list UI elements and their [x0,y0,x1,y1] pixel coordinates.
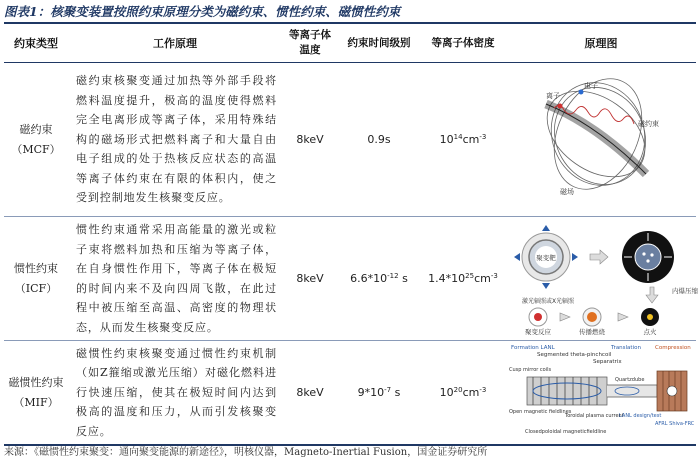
label-ion: 离子 [546,92,560,100]
type-icf: 惯性约束（ICF） [4,217,68,341]
label-quartz-tube: Quartzdube [615,377,645,383]
time-mcf: 0.9s [338,63,420,217]
magnetic-confinement-diagram [526,64,676,212]
temperature-icf: 8keV [282,217,338,341]
header-principle: 工作原理 [68,23,282,63]
label-plasma-current: Toroidal plasma current [565,413,624,419]
label-reaction: 聚变反应 [525,328,551,336]
label-burn: 传播燃烧 [579,328,605,336]
figure-title: 图表1：核聚变装置按照约束原理分类为磁约束、惯性约束、磁惯性约束 [4,4,401,19]
header-density: 等离子体密度 [420,23,506,63]
arrow-right-icon [590,250,608,264]
temperature-mcf: 8keV [282,63,338,217]
arrow-left-icon-1 [560,313,570,321]
label-formation: Formation LANL [511,345,555,351]
implosion-icon [622,231,674,283]
table-row-mcf [4,63,696,217]
density-mif: $10^{20}cm^{-3}$ [420,341,506,446]
label-irradiation: 激光辐照或X光辐照 [521,298,575,305]
fusion-classification-table [4,22,696,446]
label-magnetic-field: 磁场 [560,188,574,196]
label-confinement: 磁约束 [638,120,659,128]
label-afrl: AFRL Shiva-FRC [655,421,695,427]
source-note: 来源：《磁惯性约束聚变：通向聚变能源的新途径》，明核仪器，Magneto-Inertial Fusion，国金证券研究所 [4,447,488,458]
label-electron: 电子 [584,82,598,90]
frc-device-icon [527,371,687,411]
description-icf: 惯性约束通常采用高能量的激光或粒子束将燃料加热和压缩为等离子体，在自身惯性作用下，等离子体在极短的时间内来不及向四周飞散，在此过程中被压缩至高温、高密度的物理状态，从而发生核聚变反应。 [68,217,282,341]
label-implosion: 内爆压缩 [672,287,698,295]
label-cusp-coils: Cusp mirror coils [509,367,552,373]
description-mcf: 磁约束核聚变通过加热等外部手段将燃料温度提升，极高的温度使得燃料完全电离形成等离子体，采用特殊结构的磁场形式把燃料离子和大量自由电子组成的处于热核反应状态的高温等离子体约束在有限的体积内，使之受到控制地发生核聚变反应。 [68,63,282,217]
time-mif: $9*10^{-7}$ s [338,341,420,446]
diagram-icf-cell [506,217,696,341]
inertial-confinement-diagram [508,217,698,337]
time-icf: $6.6*10^{-12}$ s [338,217,420,341]
temperature-mif: 8keV [282,341,338,446]
label-separatrix: Separatrix [593,359,622,365]
arrow-left-icon-2 [618,313,628,321]
density-mcf: $10^{14}cm^{-3}$ [420,63,506,217]
label-compression: Compression [655,345,691,351]
header-type: 约束类型 [4,23,68,63]
type-mif: 磁惯性约束（MIF） [4,341,68,446]
ignition-icon [641,308,659,326]
label-ignition: 点火 [643,328,657,336]
type-mcf: 磁约束（MCF） [4,63,68,217]
label-translation: Translation [611,345,641,351]
ion-icon [558,104,563,109]
header-diagram: 原理图 [506,23,696,63]
density-icf: $1.4*10^{25}cm^{-3}$ [420,217,506,341]
electron-icon [579,90,584,95]
label-target: 聚变靶 [536,254,556,262]
magneto-inertial-diagram [507,341,695,441]
arrow-down-icon [646,287,658,303]
header-temperature: 等离子体温度 [282,23,338,63]
label-lanl-design: LANL design/test [619,413,662,419]
header-time: 约束时间级别 [338,23,420,63]
diagram-mif-cell [506,341,696,446]
label-theta-pinch: Segmented theta-pinchcoil [537,352,612,358]
table-row-icf [4,217,696,341]
fusion-reaction-icon [529,308,547,326]
diagram-mcf-cell [506,63,696,217]
description-mif: 磁惯性约束核聚变通过惯性约束机制（如Z箍缩或激光压缩）对磁化燃料进行快速压缩，使其在极短时间内达到极高的温度和压力，从而引发核聚变反应。 [68,341,282,446]
table-header-row [4,23,696,63]
label-closed-fieldline: Closedpoloidal magneticfieldline [525,429,607,435]
label-open-fieldlines: Open magnetic fieldlines [509,409,572,415]
burn-icon [583,308,601,326]
table-row-mif [4,341,696,446]
